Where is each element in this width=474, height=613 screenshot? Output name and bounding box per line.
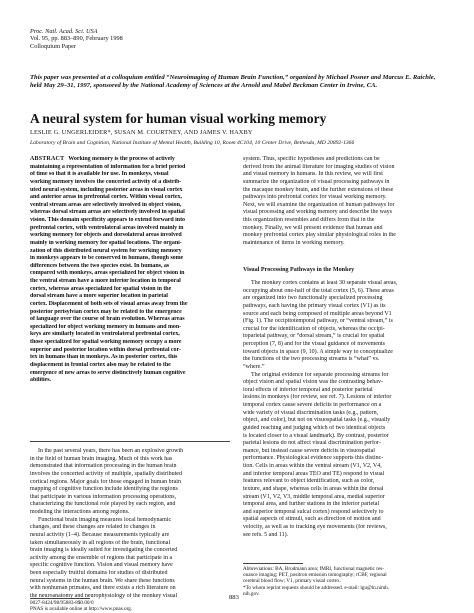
text-line: emergence of new areas to serve distinctively human cognitive (30, 369, 186, 376)
text-line: parietal lesions do not affect visual discrimination perfor- (243, 440, 381, 447)
text-line: ioral effects of inferior temporal and posterior parietal (243, 386, 373, 393)
text-line: changes, and these changes are related to changes in (30, 524, 156, 531)
text-line: mapping of cognitive function include identifying the regions (30, 486, 178, 493)
text-line: cortex, whereas areas specialized for spatial vision in the (30, 285, 172, 292)
text-line: summarize the organization of visual processing pathways in (243, 178, 390, 185)
abstract-lines (30, 164, 230, 385)
text-line: this organization resembles and differs from that in the (243, 217, 375, 223)
abstract-divider (30, 441, 230, 442)
text-line: toward objects in space (9, 10). A simple way to conceptualize (243, 348, 393, 355)
text-line: is located closer to a visual landmark). By contrast, posterior (243, 432, 389, 439)
text-line: uted neural system, including posterior areas in visual cortex (30, 186, 183, 193)
text-line: been especially fruitful domains for studies of distributed (30, 570, 168, 576)
text-line: tex in humans than in monkeys. As in posterior cortex, this (30, 354, 178, 361)
text-line: see refs. 5 and 11). (243, 531, 289, 538)
text-line: and superior temporal sulcal cortex) respond selectively to (243, 508, 384, 515)
text-line: superior and posterior location within dorsal prefrontal cor- (30, 346, 181, 353)
text-line: brain imaging is ideally suited for investigating the concerted (30, 547, 178, 554)
footnote-left (30, 600, 132, 612)
text-line: compared with monkeys, areas specialized for object vision in (30, 270, 185, 277)
text-line: temporal cortex cause severe deficits in performance on a (243, 402, 382, 408)
text-line: object, and color), but not on visuospatial tasks (e.g., visually (243, 417, 391, 424)
text-line: perception (7, 8) and for the visual guidance of movements (243, 341, 385, 347)
text-line: performance. Physiological evidence supports this distinc- (243, 455, 384, 462)
text-line: involves the concerted activity of multiple, spatially distributed (30, 470, 182, 477)
text-line: monkey. Finally, we will present evidence that human and (243, 224, 383, 231)
text-line: and visual memory in humans. In this review, we will first (243, 171, 383, 178)
text-line: texture, and shape, whereas cells in areas within the dorsal (243, 485, 384, 492)
text-line: maintenance of items in working memory. (243, 239, 345, 246)
text-line: pathways, each having the primary visual cortex (V1) as its (243, 302, 386, 309)
text-line: object vision and spatial vision was the contrasting behav- (243, 379, 383, 386)
text-line: specialized for object working memory in humans and mon- (30, 323, 182, 330)
text-line: taken simultaneously in all regions of the brain, functional (30, 539, 171, 546)
journal-section: Colloquium Paper (30, 42, 76, 50)
text-line: are organized into two functionally specialized processing (243, 295, 383, 302)
body-column-left (30, 448, 230, 601)
text-line: cortex. Displacement of both sets of visual areas away from the (30, 300, 188, 307)
text-line: PNAS is available online at http://www.pnas.org. (30, 606, 133, 613)
text-line: Abbreviations: BA, Brodmann area; fMRI, functional magnetic res- (243, 566, 385, 572)
author-list: LESLIE G. UNGERLEIDER*, SUSAN M. COURTNEY, AND JAMES V. HAXBY (30, 129, 253, 136)
text-line: features relevant to object identification, such as color, (243, 478, 375, 485)
text-line: Functional brain imaging measures local hemodynamic (38, 516, 172, 523)
text-line: Next, we will examine the organization of human pathways for (243, 201, 395, 208)
text-line: spatial aspects of stimuli, such as direction of motion and (243, 516, 381, 523)
text-line: (Fig. 1). The occipitotemporal pathway, or “ventral stream,” is (243, 318, 393, 325)
text-line: The monkey cortex contains at least 30 separate visual areas, (251, 280, 398, 286)
section-heading: Visual Processing Pathways in the Monkey (243, 267, 355, 273)
footnote-right (243, 566, 389, 597)
affiliation: Laboratory of Brain and Cognition, National Institute of Mental Health, Building 10, Room 4C104, 10 Center Drive, Bethesda, MD 20892-1366 (30, 140, 355, 146)
text-line: demonstrated that information processing in the human brain (30, 463, 177, 470)
text-line: and inferior temporal areas TEO and TE) respond to visual (243, 470, 385, 477)
text-line: mance, but instead cause severe deficits in visuospatial (243, 447, 375, 454)
text-line: working memory for objects and dorsolateral areas involved (30, 232, 182, 239)
text-line: whereas dorsal stream areas are selectively involved in spatial (30, 209, 185, 216)
text-line: of language over the course of brain evolution. Whereas areas (30, 316, 185, 323)
text-line: occupying about one-half of the total cortex (5, 6). These areas (243, 287, 394, 294)
text-line: monkey prefrontal cortex play similar physiological roles in the (243, 232, 396, 239)
text-line: in the field of human brain imaging. Much of this work has (30, 455, 173, 462)
text-line: toparietal pathway, or “dorsal stream,” is crucial for spatial (243, 333, 385, 340)
abstract-line: Working memory is the process of actively (68, 156, 175, 162)
text-line: “where.” (243, 363, 265, 370)
text-line: *To whom reprint requests should be addressed. e-mail: lgu@ln.nimh. (243, 584, 390, 591)
text-line: the macaque monkey brain, and the further extensions of these (243, 186, 394, 193)
text-line: 0027-8424/98/95883-8$0.00/0 (30, 600, 94, 606)
text-line: differences between the two species exist. In humans, as (30, 262, 170, 269)
text-line: nih.gov. (243, 590, 260, 597)
text-line: maintaining a representation of information for a brief period (30, 163, 186, 170)
text-line: cerebral blood flow; V1, primary visual cortex. (243, 578, 341, 585)
text-line: neural systems in the human brain. We share these functions (30, 577, 175, 584)
text-line: wide variety of visual discrimination tasks (e.g., pattern, (243, 409, 379, 416)
text-line: specific cognitive function. Vision and visual memory have (30, 562, 173, 569)
text-line: activity among the ensemble of regions that participate in a (30, 554, 173, 561)
text-line: lesions in monkeys (for review, see ref. 7). Lesions of inferior (243, 394, 392, 401)
text-line: dorsal stream have a more superior location in parietal (30, 293, 168, 300)
text-line: with nonhuman primates, and there exists a rich literature on (30, 585, 176, 592)
abstract (30, 156, 230, 385)
text-line: the functions of the two processing streams is “what” vs. (243, 356, 380, 363)
text-line: mainly in working memory for spatial locations. The organi- (30, 239, 182, 246)
text-line: The original evidence for separate processing streams for (251, 371, 389, 378)
footnote-divider-right (243, 563, 303, 564)
text-line: vision. This domain specificity appears to extend forward into (30, 217, 185, 223)
text-line: ventral stream areas are selectively involved in object vision, (30, 201, 182, 208)
journal-name: Proc. Natl. Acad. Sci. USA (30, 28, 98, 35)
footnote-divider-left (30, 598, 90, 599)
text-line: system. Thus, specific hypotheses and predictions can be (243, 156, 380, 162)
text-line: visual processing and working memory and describe the ways (243, 209, 392, 216)
journal-header (30, 28, 123, 50)
text-line: working memory involves the concerted activity of a distrib- (30, 178, 182, 185)
text-line: temporal area, and further stations in the inferior parietal (243, 501, 380, 508)
text-line: and anterior areas in prefrontal cortex. Within visual cortex, (30, 194, 182, 201)
text-line: crucial for the identification of objects, whereas the occipi- (243, 325, 385, 332)
body-column-right (243, 280, 443, 539)
page-number: 883 (229, 594, 239, 601)
body-column-right-intro (243, 156, 443, 248)
journal-volume: Vol. 95, pp. 883–890, February 1998 (30, 35, 123, 43)
text-line: posterior perisylvian cortex may be related to the emergence (30, 308, 182, 315)
text-line: velocity, as well as to tracking eye movements (for reviews, (243, 524, 387, 530)
text-line: keys are similarly located in ventrolateral prefrontal cortex, (30, 331, 180, 338)
abstract-first-line (30, 156, 230, 164)
text-line: In the past several years, there has been an explosive growth (38, 448, 184, 454)
text-line: stream (V1, V2, V3, middle temporal area, medial superior (243, 493, 385, 500)
text-line: zation of this distributed neural system for working memory (30, 247, 182, 254)
text-line: abilities. (30, 377, 52, 384)
paper-title: A neural system for human visual working memory (30, 111, 327, 126)
text-line: displacement in frontal cortex also may be related to the (30, 361, 171, 368)
text-line: guided reaching and judging which of two identical objects (243, 424, 386, 431)
text-line: onance imaging; PET, positron emission tomography; rCBF, regional (243, 572, 387, 579)
text-line: characterizing the functional role played by each region, and (30, 501, 176, 508)
text-line: prefrontal cortex, with ventrolateral areas involved mainly in (30, 224, 184, 231)
text-line: that participate in various information processing operations, (30, 493, 177, 500)
text-line: modeling the interactions among regions. (30, 509, 130, 515)
text-line: source and each being composed of multiple areas beyond V1 (243, 310, 392, 317)
abstract-label: ABSTRACT (30, 156, 65, 162)
colloquium-note: This paper was presented at a colloquium entitled “Neuroimaging of Human Brain Function,” organized by Michael Posner and Marcus E. Raichle, held May 29–31, 1997, sponsored by the National Academy of Sciences at the Arnold and Mabel Beckman Center in Irvine, CA. (30, 74, 436, 89)
text-line: the neuroanatomy and neurophysiology of the monkey visual (30, 592, 178, 599)
text-line: those specialized for spatial working memory occupy a more (30, 339, 182, 345)
text-line: pathways into prefrontal cortex for visual working memory. (243, 194, 387, 201)
text-line: in monkeys appears to be conserved in humans, though some (30, 255, 184, 262)
text-line: neural activity (1–4). Because measurements typically are (30, 531, 170, 538)
text-line: of time so that it is available for use. In monkeys, visual (30, 171, 169, 178)
text-line: cortical regions. Major goals for those engaged in human brain (30, 478, 181, 485)
text-line: derived from the animal literature for imaging studies of vision (243, 163, 395, 170)
text-line: the ventral stream have a more inferior location in temporal (30, 278, 181, 284)
text-line: tion. Cells in areas within the ventral stream (V1, V2, V4, (243, 463, 382, 469)
